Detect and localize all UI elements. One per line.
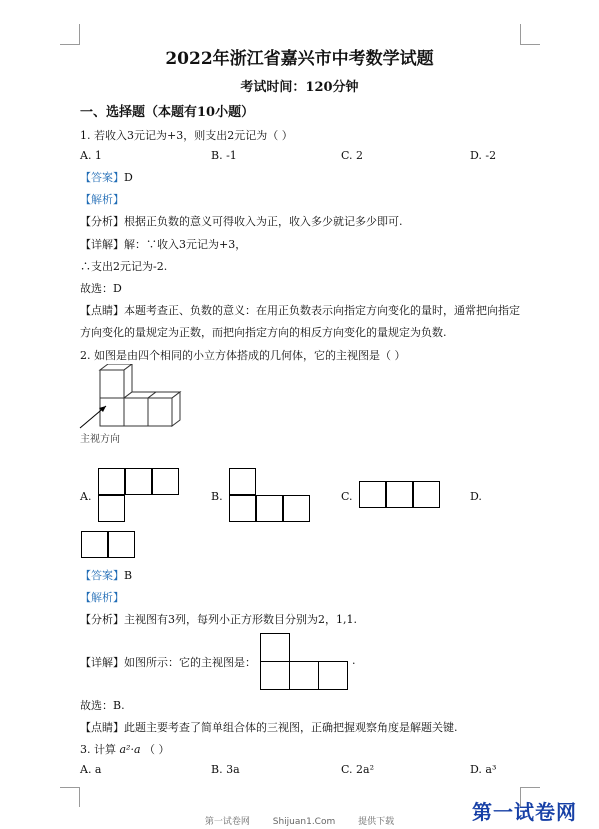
square-shape bbox=[283, 495, 310, 522]
solution-square bbox=[289, 661, 319, 690]
dianjing-text: 此题主要考查了简单组合体的三视图，正确把握观察角度是解题关键. bbox=[124, 721, 458, 734]
q2-conclusion: 故选：B. bbox=[80, 699, 125, 712]
q3-expression: a²·a bbox=[119, 743, 141, 756]
crop-mark bbox=[60, 787, 80, 788]
dianjing-text: 本题考查正、负数的意义：在用正负数表示向指定方向变化的量时，通常把向指定 bbox=[124, 304, 520, 317]
q2-option-a-label: A. bbox=[80, 490, 92, 503]
cube-stack-figure bbox=[76, 364, 188, 432]
answer-value: D bbox=[124, 171, 133, 184]
square-shape bbox=[108, 531, 135, 558]
solution-square bbox=[260, 633, 290, 662]
q2-option-c-label: C. bbox=[341, 490, 353, 503]
q3-option-c: C. 2a² bbox=[341, 763, 374, 776]
q3-stem-suffix: （ ） bbox=[144, 743, 170, 756]
xiangjie-end: . bbox=[352, 654, 356, 667]
square-shape bbox=[229, 468, 256, 495]
fenxi-tag: 【分析】 bbox=[80, 215, 124, 228]
xiangjie-tag: 【详解】 bbox=[80, 656, 124, 669]
q3-stem-prefix: 3. 计算 bbox=[80, 743, 116, 756]
q2-option-d-label: D. bbox=[470, 490, 482, 503]
q2-answer bbox=[80, 567, 132, 583]
q1-xiangjie bbox=[80, 236, 246, 252]
q1-option-b: B. -1 bbox=[211, 149, 237, 162]
square-shape bbox=[359, 481, 386, 508]
square-shape bbox=[81, 531, 108, 558]
page-footer bbox=[0, 814, 599, 827]
q1-conclusion: 故选：D bbox=[80, 282, 122, 295]
answer-tag: 【答案】 bbox=[80, 171, 124, 184]
q1-option-c: C. 2 bbox=[341, 149, 364, 162]
q2-analysis-tag: 【解析】 bbox=[80, 591, 124, 604]
square-shape bbox=[152, 468, 179, 495]
q3-stem bbox=[80, 741, 170, 757]
square-shape bbox=[229, 495, 256, 522]
q3-option-d: D. a³ bbox=[470, 763, 497, 776]
square-shape bbox=[98, 495, 125, 522]
dianjing-tag: 【点睛】 bbox=[80, 721, 124, 734]
xiangjie-tag: 【详解】 bbox=[80, 238, 124, 251]
q2-stem: 2. 如图是由四个相同的小立方体搭成的几何体，它的主视图是（ ） bbox=[80, 349, 406, 362]
q1-stem: 1. 若收入3元记为+3，则支出2元记为（ ） bbox=[80, 129, 293, 142]
q1-dianjing-line1 bbox=[80, 302, 520, 318]
q2-dianjing bbox=[80, 719, 458, 735]
dianjing-tag: 【点睛】 bbox=[80, 304, 124, 317]
q3-option-b: B. 3a bbox=[211, 763, 240, 776]
crop-mark bbox=[79, 24, 80, 45]
solution-square bbox=[318, 661, 348, 690]
square-shape bbox=[386, 481, 413, 508]
crop-mark bbox=[520, 24, 521, 45]
site-logo: 第一试卷网 bbox=[472, 800, 577, 824]
q1-therefore: ∴支出2元记为-2. bbox=[80, 260, 168, 273]
crop-mark bbox=[520, 787, 540, 788]
section-heading: 一、选择题（本题有10小题） bbox=[80, 105, 255, 120]
answer-value: B bbox=[124, 569, 133, 582]
footer-download: 提供下载 bbox=[358, 817, 395, 827]
q2-option-b-label: B. bbox=[211, 490, 223, 503]
q1-fenxi bbox=[80, 213, 403, 229]
footer-site-url: Shijuan1.Com bbox=[272, 817, 336, 827]
square-shape bbox=[413, 481, 440, 508]
figure-caption: 主视方向 bbox=[80, 434, 120, 445]
fenxi-tag: 【分析】 bbox=[80, 613, 124, 626]
q1-answer bbox=[80, 169, 133, 185]
fenxi-text: 主视图有3列，每列小正方形数目分别为2，1,1. bbox=[124, 613, 357, 626]
exam-time: 考试时间：120分钟 bbox=[240, 80, 359, 95]
q1-option-d: D. -2 bbox=[470, 149, 497, 162]
exam-title: 2022年浙江省嘉兴市中考数学试题 bbox=[165, 49, 434, 69]
answer-tag: 【答案】 bbox=[80, 569, 124, 582]
footer-site-name: 第一试卷网 bbox=[204, 817, 250, 827]
square-shape bbox=[256, 495, 283, 522]
q1-analysis-tag: 【解析】 bbox=[80, 193, 124, 206]
q2-fenxi bbox=[80, 611, 357, 627]
q1-dianjing-line2: 方向变化的量规定为正数，而把向指定方向的相反方向变化的量规定为负数. bbox=[80, 326, 447, 339]
xiangjie-text: 解：∵收入3元记为+3， bbox=[124, 238, 247, 251]
crop-mark bbox=[79, 787, 80, 807]
square-shape bbox=[125, 468, 152, 495]
q2-xiangjie bbox=[80, 654, 256, 670]
q1-option-a: A. 1 bbox=[80, 149, 102, 162]
solution-square bbox=[260, 661, 290, 690]
q3-option-a: A. a bbox=[80, 763, 102, 776]
square-shape bbox=[98, 468, 125, 495]
fenxi-text: 根据正负数的意义可得收入为正，收入多少就记多少即可. bbox=[124, 215, 403, 228]
xiangjie-text: 如图所示：它的主视图是： bbox=[124, 656, 256, 669]
